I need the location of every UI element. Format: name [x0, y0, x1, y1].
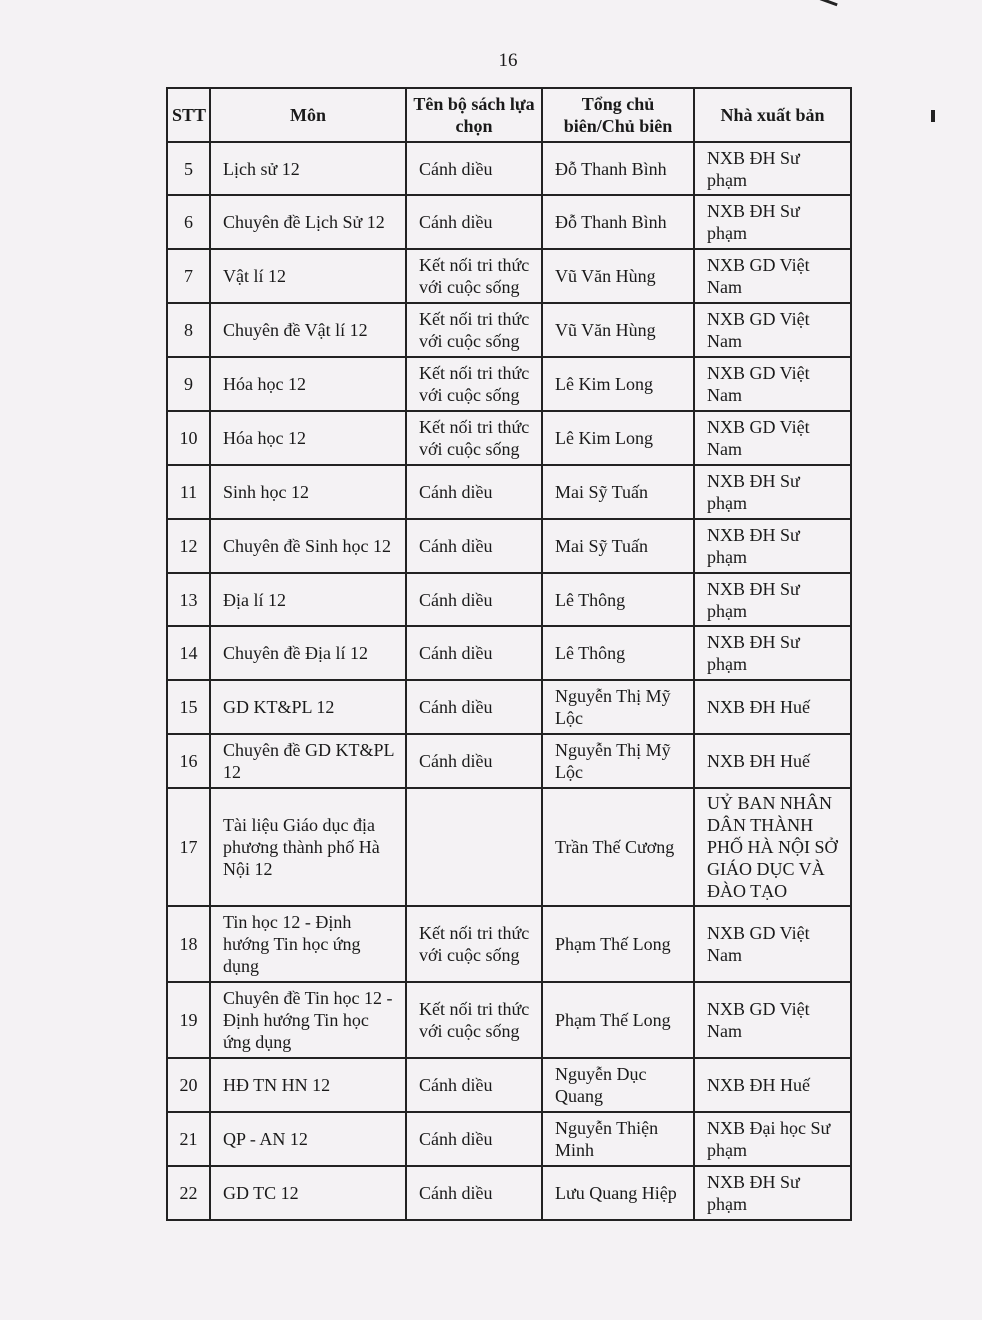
cell-book-series: Kết nối tri thức với cuộc sống [406, 357, 542, 411]
cell-book-series: Kết nối tri thức với cuộc sống [406, 982, 542, 1058]
cell-chief-editor: Mai Sỹ Tuấn [542, 465, 694, 519]
cell-book-series: Cánh diều [406, 573, 542, 626]
cell-subject: Chuyên đề Địa lí 12 [210, 626, 406, 680]
cell-chief-editor: Vũ Văn Hùng [542, 303, 694, 357]
cell-subject: Vật lí 12 [210, 249, 406, 303]
cell-publisher: NXB ĐH Huế [694, 1058, 851, 1112]
cell-chief-editor: Nguyễn Thiện Minh [542, 1112, 694, 1166]
header-stt: STT [167, 88, 210, 142]
cell-book-series: Cánh diều [406, 465, 542, 519]
cell-chief-editor: Lưu Quang Hiệp [542, 1166, 694, 1220]
cell-stt: 16 [167, 734, 210, 788]
cell-stt: 21 [167, 1112, 210, 1166]
cell-subject: Chuyên đề GD KT&PL 12 [210, 734, 406, 788]
cell-publisher: NXB ĐH Sư phạm [694, 465, 851, 519]
table-row [167, 680, 851, 734]
cell-publisher: NXB GD Việt Nam [694, 906, 851, 982]
table-row [167, 734, 851, 788]
cell-publisher: NXB ĐH Sư phạm [694, 142, 851, 195]
cell-publisher: NXB ĐH Sư phạm [694, 573, 851, 626]
cell-stt: 20 [167, 1058, 210, 1112]
cell-subject: Lịch sử 12 [210, 142, 406, 195]
table-row [167, 303, 851, 357]
cell-subject: Chuyên đề Lịch Sử 12 [210, 195, 406, 249]
cell-subject: GD KT&PL 12 [210, 680, 406, 734]
table-row [167, 1166, 851, 1220]
table-row [167, 1058, 851, 1112]
cell-publisher: NXB GD Việt Nam [694, 982, 851, 1058]
cell-subject: Hóa học 12 [210, 411, 406, 465]
cell-stt: 8 [167, 303, 210, 357]
table-row [167, 249, 851, 303]
table-row [167, 357, 851, 411]
table-row [167, 142, 851, 195]
cell-book-series: Kết nối tri thức với cuộc sống [406, 303, 542, 357]
cell-publisher: NXB GD Việt Nam [694, 357, 851, 411]
cell-chief-editor: Đỗ Thanh Bình [542, 142, 694, 195]
cell-stt: 18 [167, 906, 210, 982]
cell-publisher: NXB ĐH Sư phạm [694, 195, 851, 249]
header-chief-editor: Tổng chủ biên/Chủ biên [542, 88, 694, 142]
scan-mark-top [816, 0, 837, 16]
page-number: 16 [498, 50, 518, 71]
cell-publisher: NXB ĐH Sư phạm [694, 519, 851, 573]
cell-publisher: NXB ĐH Sư phạm [694, 1166, 851, 1220]
table-row [167, 411, 851, 465]
cell-book-series: Cánh diều [406, 142, 542, 195]
cell-book-series: Kết nối tri thức với cuộc sống [406, 411, 542, 465]
cell-book-series: Cánh diều [406, 1112, 542, 1166]
cell-subject: Chuyên đề Vật lí 12 [210, 303, 406, 357]
header-subject: Môn [210, 88, 406, 142]
cell-subject: Sinh học 12 [210, 465, 406, 519]
cell-chief-editor: Lê Thông [542, 626, 694, 680]
cell-stt: 7 [167, 249, 210, 303]
table-row [167, 982, 851, 1058]
cell-book-series: Cánh diều [406, 1166, 542, 1220]
cell-stt: 13 [167, 573, 210, 626]
cell-book-series: Kết nối tri thức với cuộc sống [406, 906, 542, 982]
cell-subject: Địa lí 12 [210, 573, 406, 626]
cell-book-series: Cánh diều [406, 519, 542, 573]
cell-chief-editor: Lê Kim Long [542, 357, 694, 411]
table-row [167, 1112, 851, 1166]
cell-stt: 17 [167, 788, 210, 906]
cell-subject: Hóa học 12 [210, 357, 406, 411]
cell-stt: 9 [167, 357, 210, 411]
cell-publisher: UỶ BAN NHÂN DÂN THÀNH PHỐ HÀ NỘI SỞ GIÁO DỤC VÀ ĐÀO TẠO [694, 788, 851, 906]
cell-stt: 5 [167, 142, 210, 195]
cell-chief-editor: Nguyễn Thị Mỹ Lộc [542, 680, 694, 734]
cell-stt: 11 [167, 465, 210, 519]
cell-stt: 6 [167, 195, 210, 249]
scan-mark-side [931, 110, 935, 122]
cell-stt: 14 [167, 626, 210, 680]
cell-subject: HĐ TN HN 12 [210, 1058, 406, 1112]
cell-subject: QP - AN 12 [210, 1112, 406, 1166]
cell-book-series: Kết nối tri thức với cuộc sống [406, 249, 542, 303]
table-row [167, 906, 851, 982]
cell-publisher: NXB GD Việt Nam [694, 303, 851, 357]
cell-stt: 22 [167, 1166, 210, 1220]
cell-publisher: NXB Đại học Sư phạm [694, 1112, 851, 1166]
cell-publisher: NXB GD Việt Nam [694, 411, 851, 465]
table-row [167, 626, 851, 680]
cell-chief-editor: Phạm Thế Long [542, 982, 694, 1058]
cell-chief-editor: Lê Thông [542, 573, 694, 626]
cell-book-series: Cánh diều [406, 680, 542, 734]
cell-publisher: NXB GD Việt Nam [694, 249, 851, 303]
cell-subject: GD TC 12 [210, 1166, 406, 1220]
textbook-table [166, 87, 852, 1221]
cell-chief-editor: Đỗ Thanh Bình [542, 195, 694, 249]
cell-subject: Chuyên đề Tin học 12 - Định hướng Tin học ứng dụng [210, 982, 406, 1058]
cell-stt: 10 [167, 411, 210, 465]
table-row [167, 465, 851, 519]
table-row [167, 573, 851, 626]
table-row [167, 195, 851, 249]
table-header-row [167, 88, 851, 142]
cell-chief-editor: Vũ Văn Hùng [542, 249, 694, 303]
cell-book-series: Cánh diều [406, 1058, 542, 1112]
cell-chief-editor: Lê Kim Long [542, 411, 694, 465]
cell-chief-editor: Nguyễn Thị Mỹ Lộc [542, 734, 694, 788]
cell-publisher: NXB ĐH Huế [694, 680, 851, 734]
cell-stt: 12 [167, 519, 210, 573]
header-book-series: Tên bộ sách lựa chọn [406, 88, 542, 142]
cell-book-series: Cánh diều [406, 195, 542, 249]
cell-stt: 19 [167, 982, 210, 1058]
cell-publisher: NXB ĐH Sư phạm [694, 626, 851, 680]
table-row [167, 788, 851, 906]
cell-book-series: Cánh diều [406, 626, 542, 680]
cell-subject: Chuyên đề Sinh học 12 [210, 519, 406, 573]
cell-chief-editor: Mai Sỹ Tuấn [542, 519, 694, 573]
cell-book-series [406, 788, 542, 906]
table-row [167, 519, 851, 573]
cell-chief-editor: Nguyễn Dục Quang [542, 1058, 694, 1112]
cell-stt: 15 [167, 680, 210, 734]
header-publisher: Nhà xuất bản [694, 88, 851, 142]
cell-subject: Tài liệu Giáo dục địa phương thành phố Hà Nội 12 [210, 788, 406, 906]
cell-publisher: NXB ĐH Huế [694, 734, 851, 788]
cell-chief-editor: Trần Thế Cương [542, 788, 694, 906]
cell-book-series: Cánh diều [406, 734, 542, 788]
cell-subject: Tin học 12 - Định hướng Tin học ứng dụng [210, 906, 406, 982]
cell-chief-editor: Phạm Thế Long [542, 906, 694, 982]
table-body [167, 142, 851, 1220]
